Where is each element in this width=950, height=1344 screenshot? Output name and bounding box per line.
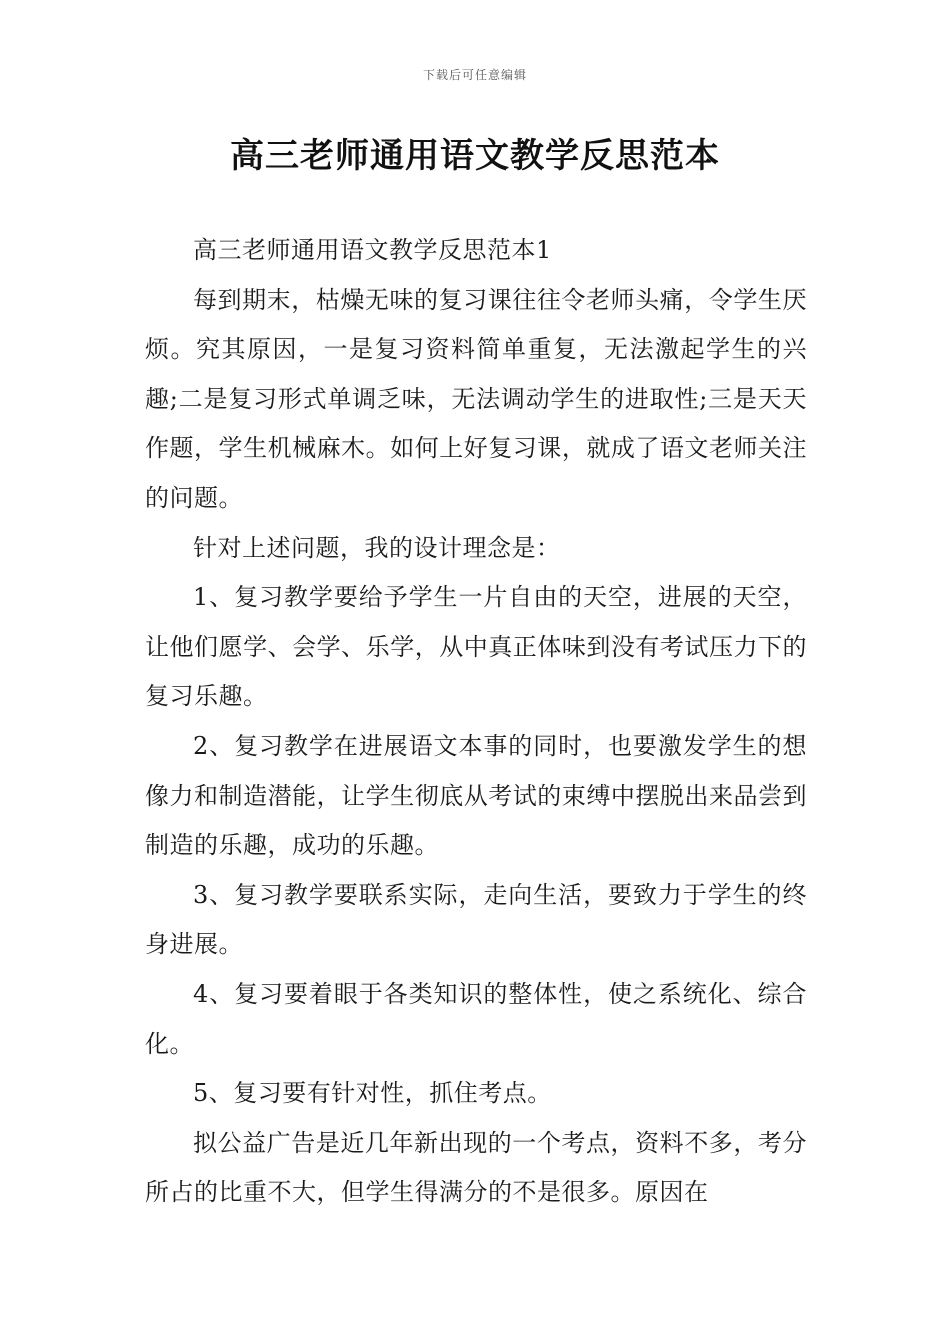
list-item-paragraph: 1、复习教学要给予学生一片自由的天空，进展的天空，让他们愿学、会学、乐学，从中真正体味到没有考试压力下的复习乐趣。 <box>145 583 807 711</box>
list-item-paragraph: 2、复习教学在进展语文本事的同时，也要激发学生的想像力和制造潜能，让学生彻底从考试的束缚中摆脱出来品尝到制造的乐趣，成功的乐趣。 <box>145 731 807 860</box>
subtitle-paragraph: 高三老师通用语文教学反思范本1 <box>193 236 552 264</box>
body-paragraph: 针对上述问题，我的设计理念是： <box>193 533 561 562</box>
document-title: 高三老师通用语文教学反思范本 <box>230 136 720 176</box>
list-item-paragraph: 4、复习要着眼于各类知识的整体性，使之系统化、综合化。 <box>145 979 807 1058</box>
list-item-paragraph: 3、复习教学要联系实际，走向生活，要致力于学生的终身进展。 <box>145 880 807 959</box>
body-paragraph: 每到期末，枯燥无味的复习课往往令老师头痛，令学生厌烦。究其原因，一是复习资料简单重复，无法激起学生的兴趣;二是复习形式单调乏味，无法调动学生的进取性;三是天天作题，学生机械麻木。如何上好复习课，就成了语文老师关注的问题。 <box>145 285 807 512</box>
list-item-paragraph: 5、复习要有针对性，抓住考点。 <box>193 1079 552 1108</box>
body-paragraph: 拟公益广告是近几年新出现的一个考点，资料不多，考分所占的比重不大，但学生得满分的不是很多。原因在 <box>145 1128 807 1207</box>
document-body <box>145 226 807 1218</box>
header-note: 下载后可任意编辑 <box>422 68 527 82</box>
